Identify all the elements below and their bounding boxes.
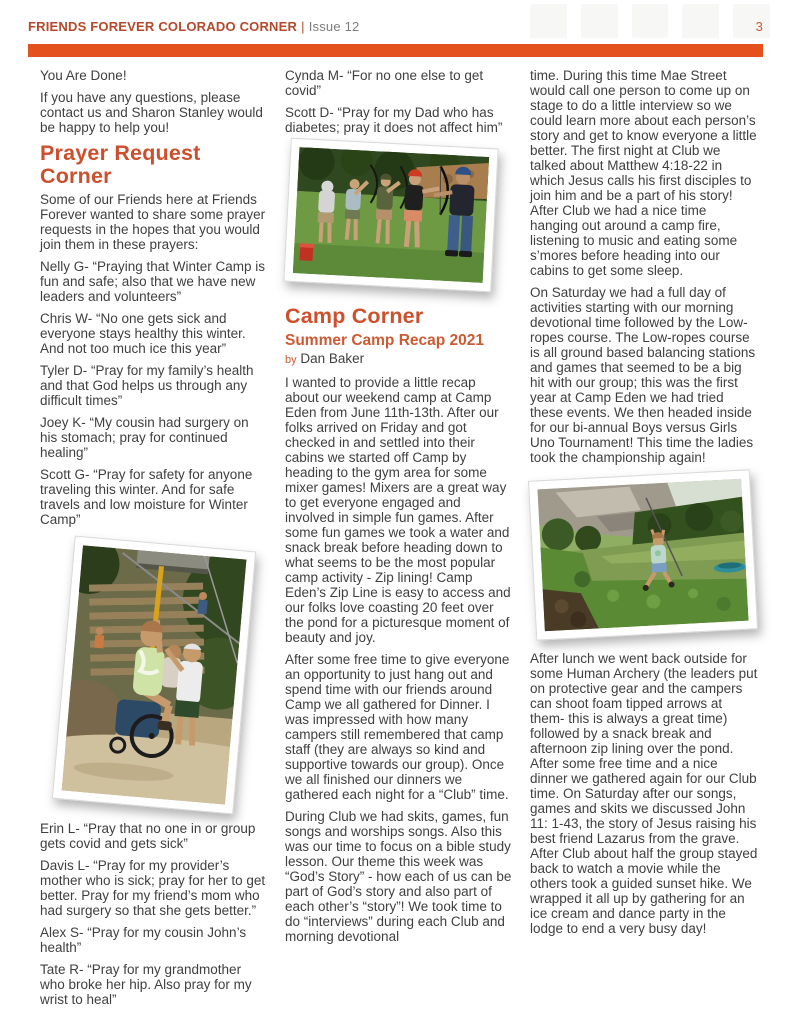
- prayer-request: Davis L- “Pray for my provider’s mother who is sick; pray for her to get better. Pray for my friend’s mom who had surgery so that she gets better.”: [40, 858, 266, 918]
- photo-wheelchair-zipline: [52, 536, 256, 815]
- pond-zipline-illustration: [537, 479, 748, 631]
- paragraph: After some free time to give everyone an opportunity to just hang out and spend time with our friends around Camp we all gathered for Dinner. I was impressed with how many campers still remembered that camp staff (they are always so kind and supportive towards our group). Once we all finished our dinners we gathered each night for a “Club” time.: [285, 652, 510, 802]
- section-heading-prayer-request-corner: Prayer Request Corner: [40, 141, 201, 188]
- prayer-request: Tate R- “Pray for my grandmother who broke her hip. Also pray for my wrist to heal”: [40, 962, 252, 1007]
- issue-label: Issue 12: [308, 19, 360, 34]
- subheading-summer-camp-recap: Summer Camp Recap 2021: [285, 332, 485, 349]
- prayer-request: Chris W- “No one gets sick and everyone stays healthy this winter. And not too much ice this year”: [40, 311, 246, 356]
- prayer-request: Scott D- “Pray for my Dad who has diabetes; pray it does not affect him”: [285, 105, 503, 135]
- accent-bar: [28, 44, 763, 57]
- wheelchair-zipline-illustration: [62, 545, 247, 804]
- prayer-request: Joey K- “My cousin had surgery on his stomach; pray for continued healing”: [40, 415, 249, 460]
- prayer-request: Erin L- “Pray that no one in or group gets covid and gets sick”: [40, 821, 256, 851]
- prayer-request: Scott G- “Pray for safety for anyone traveling this winter. And for safe travels and low moisture for Winter Camp”: [40, 467, 253, 527]
- prayer-request: Tyler D- “Pray for my family’s health and that God helps us through any difficult times”: [40, 363, 254, 408]
- paragraph: time. During this time Mae Street would call one person to come up on stage to do a little interview so we could learn more about each person’s story and get to know everyone a little better. The first night at Club we talked about Matthew 4:18-22 in which Jesus calls his first disciples to join him and be a part of his story! After Club we had a nice time hanging out around a camp fire, listening to music and eating some s’mores before heading into our cabins to get some sleep.: [530, 68, 757, 278]
- byline: [285, 351, 513, 368]
- title-separator: |: [301, 19, 305, 34]
- column-3: [530, 68, 758, 1014]
- column-2: [285, 68, 513, 1014]
- archery-illustration: [293, 147, 489, 283]
- prayer-request: Cynda M- “For no one else to get covid”: [285, 68, 484, 98]
- masthead: [28, 19, 763, 34]
- column-1: [40, 68, 268, 1014]
- prayer-request: Alex S- “Pray for my cousin John’s health”: [40, 925, 247, 955]
- section-heading-camp-corner: Camp Corner: [285, 304, 424, 328]
- page-number: 3: [755, 19, 763, 34]
- newsletter-title: FRIENDS FOREVER COLORADO CORNER: [28, 19, 298, 34]
- paragraph: You Are Done!: [40, 68, 127, 83]
- photo-archery: [283, 138, 498, 293]
- photo-pond-zipline: [528, 469, 758, 640]
- paragraph: On Saturday we had a full day of activities starting with our morning devotional time followed by the Low-ropes course. The Low-ropes course is all ground based balancing stations and games that seemed to be a big hit with our group; this was the first year at Camp Eden we had tried these events. We then headed inside for our bi-annual Boys versus Girls Uno Tournament! This time the ladies took the championship again!: [530, 285, 756, 465]
- byline-author: Dan Baker: [300, 351, 365, 366]
- masthead-left: [28, 19, 359, 34]
- paragraph: During Club we had skits, games, fun songs and worships songs. Also this was our time to focus on a bible study lesson. Our theme this week was “God’s Story” - how each of us can be part of God’s story and also part of each other’s “story”! We took time to do “interviews” during each Club and morning devotional: [285, 809, 512, 944]
- paragraph: After lunch we went back outside for some Human Archery (the leaders put on protective gear and the campers can shoot foam tipped arrows at them- this is always a great time) followed by a snack break and afternoon zip lining over the pond. After some free time and a nice dinner we gathered again for our Club time. On Saturday after our songs, games and skits we discussed John 11: 1-43, the story of Jesus raising his best friend Lazarus from the grave. After Club about half the group stayed back to watch a movie while the others took a guided sunset hike. We wrapped it all up by gathering for an ice cream and dance party in the lodge to end a very busy day!: [530, 651, 758, 936]
- paragraph: If you have any questions, please contact us and Sharon Stanley would be happy to help you!: [40, 90, 263, 135]
- paragraph: Some of our Friends here at Friends Forever wanted to share some prayer requests in the hopes that you would join them in these prayers:: [40, 192, 266, 252]
- prayer-request: Nelly G- “Praying that Winter Camp is fun and safe; also that we have new leaders and volunteers”: [40, 259, 266, 304]
- byline-by: by: [285, 354, 297, 366]
- paragraph: I wanted to provide a little recap about our weekend camp at Camp Eden from June 11th-13th. After our folks arrived on Friday and got checked in and settled into their cabins we started off Camp by heading to the gym area for some mixer games! Mixers are a great way to get everyone engaged and involved in simple fun games. After some fun games we took a water and snack break before heading down to what seems to be the most popular camp activity - Zip lining! Camp Eden’s Zip Line is easy to access and our folks love coasting 20 feet over the pond for a picturesque moment of beauty and joy.: [285, 375, 511, 645]
- page-columns: [40, 68, 758, 1014]
